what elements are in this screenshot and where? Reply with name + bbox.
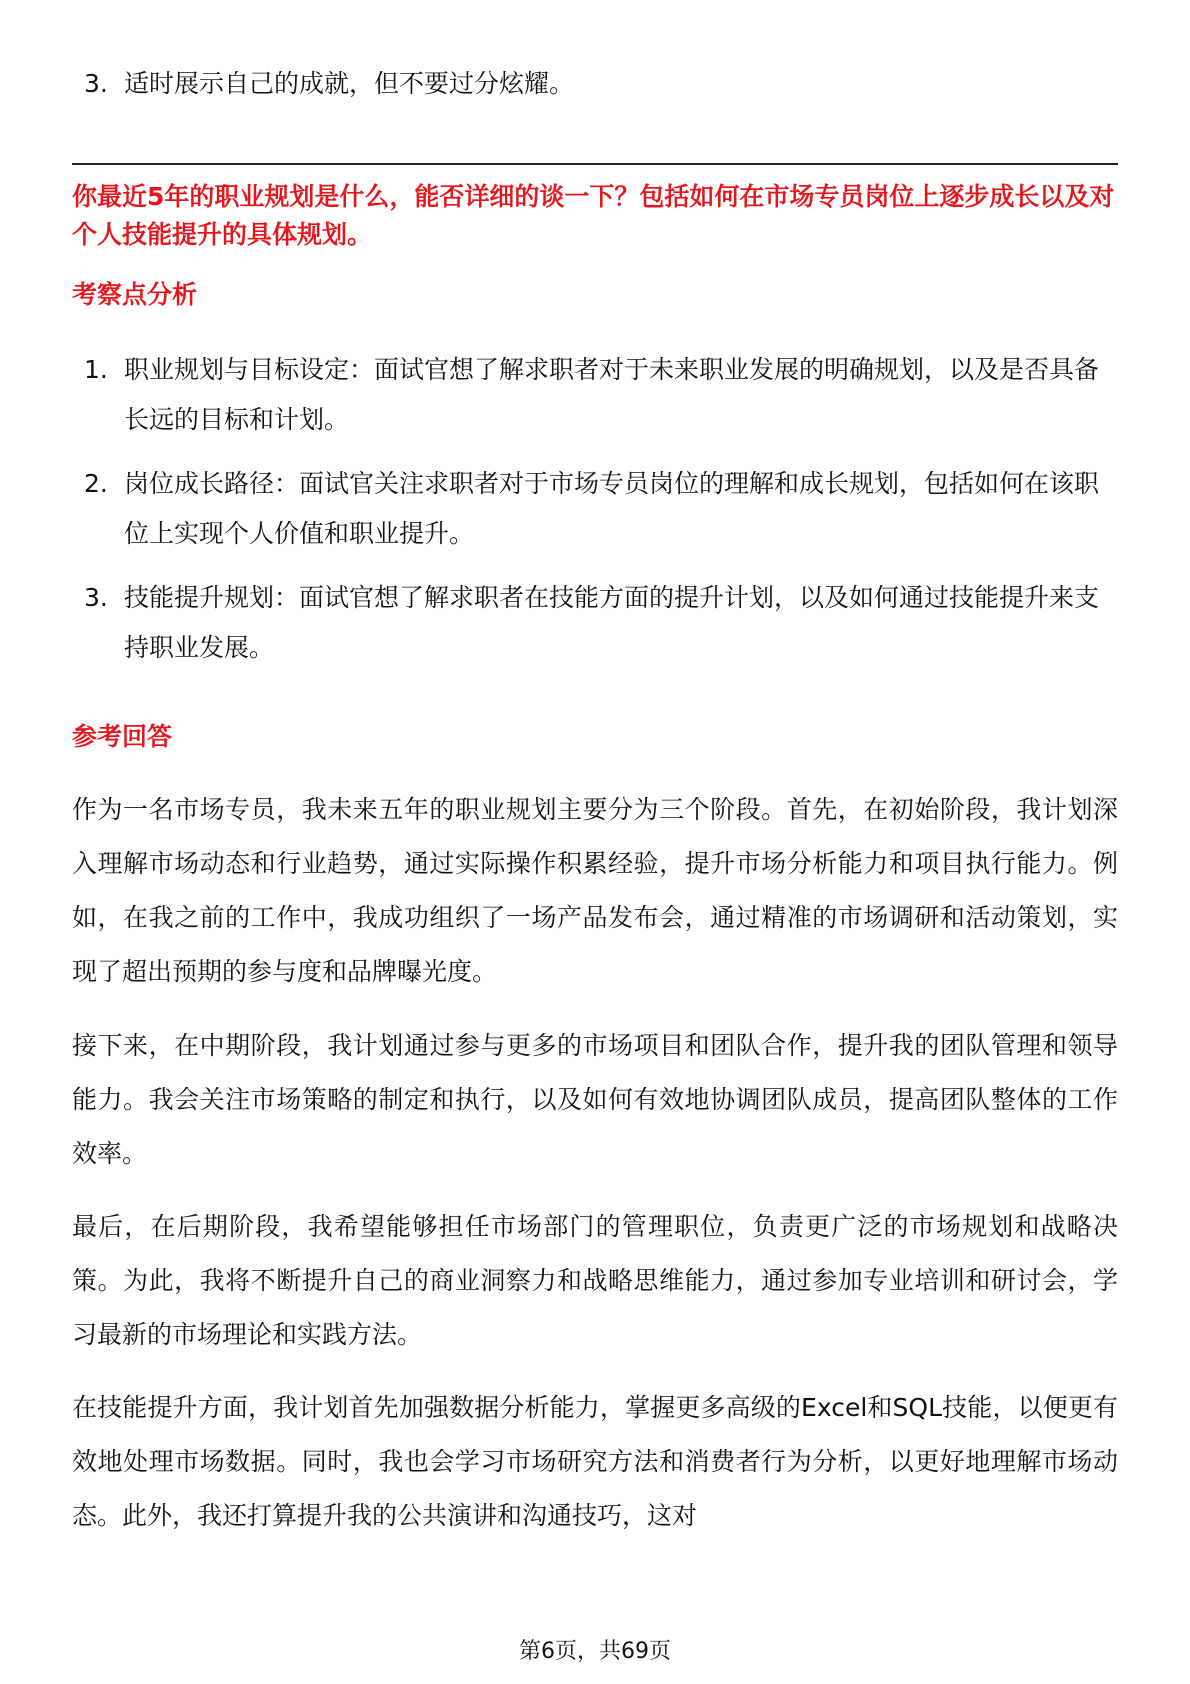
- previous-list-item: [72, 56, 1170, 112]
- answer-paragraph: 在技能提升方面，我计划首先加强数据分析能力，掌握更多高级的Excel和SQL技能，以便更有效地处理市场数据。同时，我也会学习市场研究方法和消费者行为分析，以更好地理解市场动态。此外，我还打算提升我的公共演讲和沟通技巧，这对: [72, 1393, 1118, 1530]
- analysis-item: [72, 459, 1118, 559]
- list-number: 3.: [84, 583, 108, 612]
- analysis-list: [72, 345, 1118, 687]
- list-number: 2.: [84, 469, 108, 498]
- list-text: 适时展示自己的成就，但不要过分炫耀。: [124, 69, 575, 98]
- answer-paragraph: 接下来，在中期阶段，我计划通过参与更多的市场项目和团队合作，提升我的团队管理和领导能力。我会关注市场策略的制定和执行，以及如何有效地协调团队成员，提高团队整体的工作效率。: [72, 1031, 1118, 1168]
- answer-heading: 参考回答: [72, 722, 173, 751]
- answer-paragraph: 最后，在后期阶段，我希望能够担任市场部门的管理职位，负责更广泛的市场规划和战略决策。为此，我将不断提升自己的商业洞察力和战略思维能力，通过参加专业培训和研讨会，学习最新的市场理论和实践方法。: [72, 1212, 1118, 1349]
- list-text: 职业规划与目标设定：面试官想了解求职者对于未来职业发展的明确规划，以及是否具备长远的目标和计划。: [124, 355, 1100, 434]
- analysis-heading: 考察点分析: [72, 280, 198, 309]
- page-footer: 第6页，共69页: [519, 1639, 671, 1664]
- list-text: 岗位成长路径：面试官关注求职者对于市场专员岗位的理解和成长规划，包括如何在该职位上实现个人价值和职业提升。: [124, 469, 1100, 548]
- list-number: 3.: [84, 69, 108, 98]
- answer-paragraph: 作为一名市场专员，我未来五年的职业规划主要分为三个阶段。首先，在初始阶段，我计划深入理解市场动态和行业趋势，通过实际操作积累经验，提升市场分析能力和项目执行能力。例如，在我之前的工作中，我成功组织了一场产品发布会，通过精准的市场调研和活动策划，实现了超出预期的参与度和品牌曝光度。: [72, 795, 1118, 986]
- analysis-item: [72, 345, 1118, 445]
- list-number: 1.: [84, 355, 108, 384]
- section-divider: [72, 163, 1118, 165]
- analysis-item: [72, 573, 1118, 673]
- question-heading: 你最近5年的职业规划是什么，能否详细的谈一下？包括如何在市场专员岗位上逐步成长以及对个人技能提升的具体规划。: [72, 182, 1115, 249]
- list-text: 技能提升规划：面试官想了解求职者在技能方面的提升计划，以及如何通过技能提升来支持职业发展。: [124, 583, 1100, 662]
